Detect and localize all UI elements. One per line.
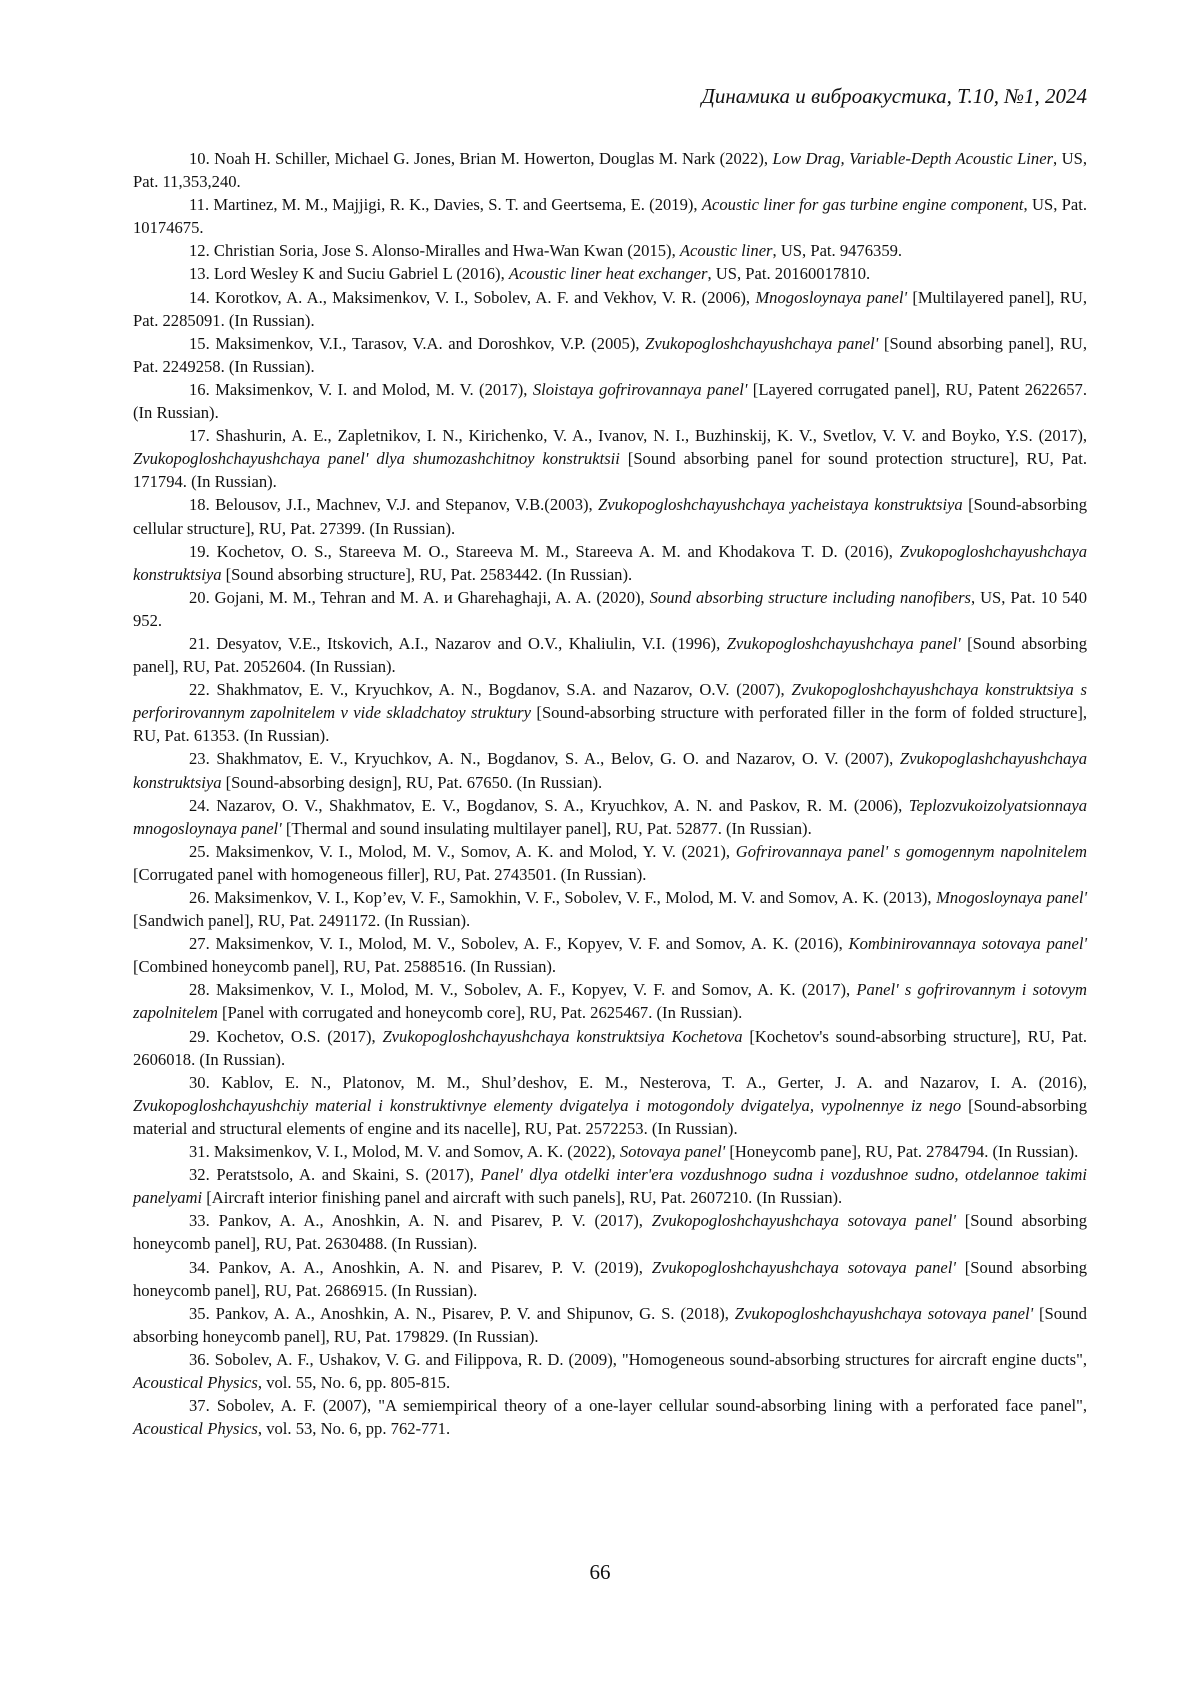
reference-title: Zvukopogloshchayushchaya panel' bbox=[645, 334, 878, 353]
reference-item bbox=[133, 262, 1087, 285]
reference-item bbox=[133, 493, 1087, 539]
reference-source: , US, Pat. 9476359. bbox=[773, 241, 903, 260]
reference-item bbox=[133, 1025, 1087, 1071]
reference-title: Teplozvukoizolyatsionnaya mnogosloynaya panel' bbox=[133, 796, 1087, 838]
reference-source: [Sound absorbing honeycomb panel], RU, Pat. 2686915. (In Russian). bbox=[133, 1258, 1087, 1300]
reference-authors: 33. Pankov, A. A., Anoshkin, A. N. and Pisarev, P. V. (2017), bbox=[189, 1211, 652, 1230]
reference-item bbox=[133, 678, 1087, 747]
reference-authors: 26. Maksimenkov, V. I., Kop’ev, V. F., Samokhin, V. F., Sobolev, V. F., Molod, M. V. and Somov, A. K. (2013), bbox=[189, 888, 936, 907]
reference-authors: 23. Shakhmatov, E. V., Kryuchkov, A. N., Bogdanov, S. A., Belov, G. O. and Nazarov, O. V. (2007), bbox=[189, 749, 900, 768]
reference-item bbox=[133, 378, 1087, 424]
reference-source: [Sound absorbing panel], RU, Pat. 2052604. (In Russian). bbox=[133, 634, 1087, 676]
reference-item bbox=[133, 840, 1087, 886]
reference-authors: 18. Belousov, J.I., Machnev, V.J. and Stepanov, V.B.(2003), bbox=[189, 495, 598, 514]
reference-item bbox=[133, 147, 1087, 193]
page-number: 66 bbox=[0, 1560, 1200, 1585]
reference-title: Zvukopogloshchayushchaya sotovaya panel' bbox=[652, 1211, 956, 1230]
reference-authors: 30. Kablov, E. N., Platonov, M. M., Shul’deshov, E. M., Nesterova, T. A., Gerter, J. A. and Nazarov, I. A. (2016), bbox=[189, 1073, 1087, 1092]
reference-title: Low Drag, Variable-Depth Acoustic Liner bbox=[772, 149, 1053, 168]
reference-title: Panel' dlya otdelki inter'era vozdushnogo sudna i vozdushnoe sudno, otdelannoe takimi panelyami bbox=[133, 1165, 1087, 1207]
reference-title: Kombinirovannaya sotovaya panel' bbox=[849, 934, 1087, 953]
reference-source: [Sound-absorbing material and structural elements of engine and its nacelle], RU, Pat. 2572253. (In Russian). bbox=[133, 1096, 1087, 1138]
reference-authors: 36. Sobolev, A. F., Ushakov, V. G. and Filippova, R. D. (2009), "Homogeneous sound-absorbing structures for aircraft engine ducts", bbox=[189, 1350, 1087, 1369]
reference-source: [Thermal and sound insulating multilayer panel], RU, Pat. 52877. (In Russian). bbox=[282, 819, 812, 838]
reference-item bbox=[133, 1209, 1087, 1255]
reference-authors: 31. Maksimenkov, V. I., Molod, M. V. and Somov, A. K. (2022), bbox=[189, 1142, 620, 1161]
reference-source: [Layered corrugated panel], RU, Patent 2622657. (In Russian). bbox=[133, 380, 1087, 422]
reference-item bbox=[133, 1394, 1087, 1440]
reference-authors: 28. Maksimenkov, V. I., Molod, M. V., Sobolev, A. F., Kopyev, V. F. and Somov, A. K. (2017), bbox=[189, 980, 856, 999]
reference-authors: 29. Kochetov, O.S. (2017), bbox=[189, 1027, 382, 1046]
reference-source: , vol. 53, No. 6, pp. 762-771. bbox=[258, 1419, 450, 1438]
reference-item bbox=[133, 978, 1087, 1024]
reference-item bbox=[133, 332, 1087, 378]
reference-item bbox=[133, 747, 1087, 793]
reference-item bbox=[133, 239, 1087, 262]
reference-source: , vol. 55, No. 6, pp. 805-815. bbox=[258, 1373, 450, 1392]
reference-item bbox=[133, 424, 1087, 493]
reference-item bbox=[133, 586, 1087, 632]
reference-item bbox=[133, 886, 1087, 932]
reference-title: Gofrirovannaya panel' s gomogennym napolnitelem bbox=[736, 842, 1087, 861]
reference-source: [Aircraft interior finishing panel and aircraft with such panels], RU, Pat. 2607210. (In Russian). bbox=[202, 1188, 842, 1207]
reference-item bbox=[133, 286, 1087, 332]
reference-title: Zvukopogloshchayushchaya konstruktsiya Kochetova bbox=[382, 1027, 742, 1046]
reference-item bbox=[133, 794, 1087, 840]
reference-title: Acoustic liner bbox=[680, 241, 773, 260]
reference-title: Zvukopogloshchayushchaya konstruktsiya bbox=[133, 542, 1087, 584]
reference-title: Sotovaya panel' bbox=[620, 1142, 725, 1161]
reference-title: Zvukopogloshchayushchaya panel' bbox=[727, 634, 961, 653]
reference-title: Zvukopogloshchayushchaya konstruktsiya s perforirovannym zapolnitelem v vide skladchatoy struktury bbox=[133, 680, 1087, 722]
reference-source: [Sound-absorbing structure with perforated filler in the form of folded structure], RU, Pat. 61353. (In Russian). bbox=[133, 703, 1087, 745]
reference-item bbox=[133, 1163, 1087, 1209]
reference-title: Acoustical Physics bbox=[133, 1373, 258, 1392]
running-header: Динамика и виброакустика, Т.10, №1, 2024 bbox=[702, 84, 1088, 109]
reference-source: , US, Pat. 10174675. bbox=[133, 195, 1087, 237]
reference-source: [Sound absorbing panel for sound protection structure], RU, Pat. 171794. (In Russian). bbox=[133, 449, 1087, 491]
reference-authors: 14. Korotkov, A. A., Maksimenkov, V. I., Sobolev, A. F. and Vekhov, V. R. (2006), bbox=[189, 288, 755, 307]
reference-authors: 16. Maksimenkov, V. I. and Molod, M. V. (2017), bbox=[189, 380, 533, 399]
reference-source: [Honeycomb pane], RU, Pat. 2784794. (In Russian). bbox=[725, 1142, 1078, 1161]
reference-source: [Sound absorbing structure], RU, Pat. 2583442. (In Russian). bbox=[222, 565, 633, 584]
reference-source: [Multilayered panel], RU, Pat. 2285091. (In Russian). bbox=[133, 288, 1087, 330]
reference-item bbox=[133, 632, 1087, 678]
reference-item bbox=[133, 932, 1087, 978]
reference-authors: 13. Lord Wesley K and Suciu Gabriel L (2016), bbox=[189, 264, 509, 283]
reference-authors: 10. Noah H. Schiller, Michael G. Jones, Brian M. Howerton, Douglas M. Nark (2022), bbox=[189, 149, 772, 168]
reference-source: [Combined honeycomb panel], RU, Pat. 2588516. (In Russian). bbox=[133, 957, 556, 976]
reference-title: Zvukopogloshchayushchaya sotovaya panel' bbox=[735, 1304, 1033, 1323]
reference-item bbox=[133, 540, 1087, 586]
reference-authors: 12. Christian Soria, Jose S. Alonso-Miralles and Hwa-Wan Kwan (2015), bbox=[189, 241, 680, 260]
reference-title: Zvukopogloshchayushchaya yacheistaya konstruktsiya bbox=[598, 495, 963, 514]
reference-source: [Sound absorbing panel], RU, Pat. 2249258. (In Russian). bbox=[133, 334, 1087, 376]
reference-title: Sloistaya gofrirovannaya panel' bbox=[533, 380, 748, 399]
reference-title: Mnogosloynaya panel' bbox=[936, 888, 1087, 907]
reference-source: [Sound absorbing honeycomb panel], RU, Pat. 179829. (In Russian). bbox=[133, 1304, 1087, 1346]
reference-source: [Sandwich panel], RU, Pat. 2491172. (In Russian). bbox=[133, 911, 470, 930]
reference-item bbox=[133, 1302, 1087, 1348]
reference-authors: 37. Sobolev, A. F. (2007), "A semiempirical theory of a one-layer cellular sound-absorbing lining with a perforated face panel", bbox=[189, 1396, 1087, 1415]
reference-authors: 24. Nazarov, O. V., Shakhmatov, E. V., Bogdanov, S. A., Kryuchkov, A. N. and Paskov, R. M. (2006), bbox=[189, 796, 909, 815]
reference-title: Mnogosloynaya panel' bbox=[755, 288, 907, 307]
reference-authors: 19. Kochetov, O. S., Stareeva M. O., Stareeva M. M., Stareeva A. M. and Khodakova T. D. (2016), bbox=[189, 542, 900, 561]
reference-title: Acoustic liner for gas turbine engine component bbox=[702, 195, 1024, 214]
reference-authors: 22. Shakhmatov, E. V., Kryuchkov, A. N., Bogdanov, S.A. and Nazarov, O.V. (2007), bbox=[189, 680, 791, 699]
reference-title: Sound absorbing structure including nanofibers bbox=[650, 588, 971, 607]
reference-source: [Sound-absorbing design], RU, Pat. 67650. (In Russian). bbox=[222, 773, 603, 792]
reference-authors: 17. Shashurin, A. E., Zapletnikov, I. N., Kirichenko, V. A., Ivanov, N. I., Buzhinskij, K. V., Svetlov, V. V. and Boyko, Y.S. (2017), bbox=[189, 426, 1087, 445]
reference-source: [Panel with corrugated and honeycomb core], RU, Pat. 2625467. (In Russian). bbox=[218, 1003, 742, 1022]
reference-authors: 15. Maksimenkov, V.I., Tarasov, V.A. and Doroshkov, V.P. (2005), bbox=[189, 334, 645, 353]
reference-authors: 25. Maksimenkov, V. I., Molod, M. V., Somov, A. K. and Molod, Y. V. (2021), bbox=[189, 842, 736, 861]
reference-list bbox=[133, 147, 1087, 1440]
reference-source: , US, Pat. 11,353,240. bbox=[133, 149, 1087, 191]
reference-source: , US, Pat. 20160017810. bbox=[707, 264, 870, 283]
reference-title: Acoustical Physics bbox=[133, 1419, 258, 1438]
reference-authors: 20. Gojani, M. M., Tehran and M. A. и Gharehaghaji, A. A. (2020), bbox=[189, 588, 650, 607]
reference-title: Zvukopoglashchayushchaya konstruktsiya bbox=[133, 749, 1087, 791]
reference-title: Zvukopogloshchayushchiy material i konstruktivnye elementy dvigatelya i motogondoly dvigatelya, vypolnennye iz nego bbox=[133, 1096, 961, 1115]
reference-title: Zvukopogloshchayushchaya sotovaya panel' bbox=[652, 1258, 956, 1277]
reference-item bbox=[133, 1256, 1087, 1302]
reference-item bbox=[133, 193, 1087, 239]
reference-source: [Corrugated panel with homogeneous filler], RU, Pat. 2743501. (In Russian). bbox=[133, 865, 646, 884]
reference-title: Acoustic liner heat exchanger bbox=[509, 264, 708, 283]
reference-title: Panel' s gofrirovannym i sotovym zapolnitelem bbox=[133, 980, 1087, 1022]
reference-item bbox=[133, 1071, 1087, 1140]
reference-source: , US, Pat. 10 540 952. bbox=[133, 588, 1087, 630]
reference-item bbox=[133, 1140, 1087, 1163]
reference-authors: 34. Pankov, A. A., Anoshkin, A. N. and Pisarev, P. V. (2019), bbox=[189, 1258, 652, 1277]
reference-item bbox=[133, 1348, 1087, 1394]
reference-authors: 32. Peratstsolo, A. and Skaini, S. (2017), bbox=[189, 1165, 481, 1184]
reference-source: [Kochetov's sound-absorbing structure], RU, Pat. 2606018. (In Russian). bbox=[133, 1027, 1087, 1069]
reference-authors: 11. Martinez, M. M., Majjigi, R. K., Davies, S. T. and Geertsema, E. (2019), bbox=[189, 195, 702, 214]
reference-source: [Sound absorbing honeycomb panel], RU, Pat. 2630488. (In Russian). bbox=[133, 1211, 1087, 1253]
reference-title: Zvukopogloshchayushchaya panel' dlya shumozashchitnoy konstruktsii bbox=[133, 449, 620, 468]
reference-source: [Sound-absorbing cellular structure], RU, Pat. 27399. (In Russian). bbox=[133, 495, 1087, 537]
reference-authors: 21. Desyatov, V.E., Itskovich, A.I., Nazarov and O.V., Khaliulin, V.I. (1996), bbox=[189, 634, 727, 653]
reference-authors: 27. Maksimenkov, V. I., Molod, M. V., Sobolev, A. F., Kopyev, V. F. and Somov, A. K. (2016), bbox=[189, 934, 849, 953]
reference-authors: 35. Pankov, A. A., Anoshkin, A. N., Pisarev, P. V. and Shipunov, G. S. (2018), bbox=[189, 1304, 735, 1323]
